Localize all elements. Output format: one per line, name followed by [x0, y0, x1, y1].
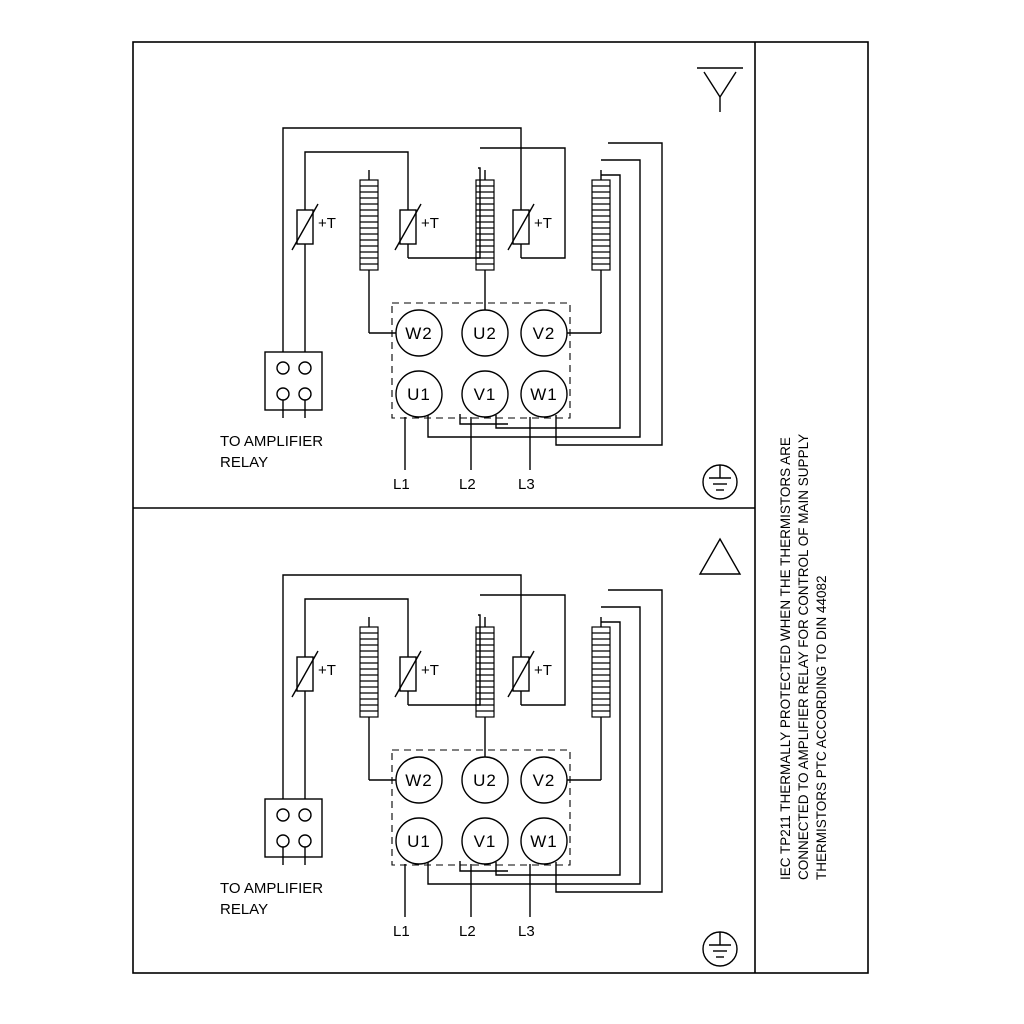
terminal-v1 — [462, 371, 508, 417]
terminal-label-u2-2: U2 — [473, 771, 497, 790]
amplifier-terminal-block-2 — [265, 799, 322, 865]
terminal-w2-2 — [396, 757, 442, 803]
thermistor-6 — [508, 643, 552, 705]
star-wye-icon — [697, 68, 743, 112]
thermistor-3 — [508, 196, 552, 258]
supply-label-l2: L2 — [459, 476, 476, 493]
delta-triangle-icon — [700, 539, 740, 574]
winding-coil-3 — [592, 170, 610, 300]
terminal-w1 — [521, 371, 567, 417]
terminal-u2-2 — [462, 757, 508, 803]
amplifier-label2-line2: RELAY — [220, 901, 269, 918]
terminal-label-w2: W2 — [405, 324, 433, 343]
terminal-w2 — [396, 310, 442, 356]
terminal-label-v1-2: V1 — [473, 832, 497, 851]
terminal-label-w1-2: W1 — [530, 832, 558, 851]
terminal-label-u1: U1 — [407, 385, 431, 404]
terminal-label-w2-2: W2 — [405, 771, 433, 790]
side-note-line3: THERMISTORS PTC ACCORDING TO DIN 44082 — [814, 575, 829, 880]
supply-label-l1: L1 — [393, 476, 410, 493]
terminal-v1-2 — [462, 818, 508, 864]
terminal-label-v2: V2 — [532, 324, 556, 343]
terminal-label-v2-2: V2 — [532, 771, 556, 790]
earth-ground-icon — [703, 465, 737, 499]
terminal-u2 — [462, 310, 508, 356]
side-note — [778, 434, 829, 880]
thermistor-label-4: +T — [318, 662, 336, 679]
terminal-u1 — [396, 371, 442, 417]
thermistor-link-c — [408, 168, 480, 258]
terminal-label-w1: W1 — [530, 385, 558, 404]
terminal-u1-2 — [396, 818, 442, 864]
winding-coil-5 — [476, 617, 494, 747]
amplifier-terminal-block — [265, 352, 322, 418]
winding-coil-2 — [476, 170, 494, 300]
panel-delta — [220, 539, 740, 966]
terminal-w1-2 — [521, 818, 567, 864]
thermistor-label-5: +T — [421, 662, 439, 679]
supply-label-l3-2: L3 — [518, 923, 535, 940]
thermistor-label-1: +T — [318, 215, 336, 232]
panel-star — [220, 68, 743, 499]
winding-coil-6 — [592, 617, 610, 747]
thermistor-label-6: +T — [534, 662, 552, 679]
amplifier-label-line1: TO AMPLIFIER — [220, 433, 324, 450]
thermistor-link-c2 — [408, 615, 480, 705]
supply-label-l3: L3 — [518, 476, 535, 493]
winding-coil-1 — [360, 170, 378, 300]
side-note-line1: IEC TP211 THERMALLY PROTECTED WHEN THE THERMISTORS ARE — [778, 437, 793, 880]
terminal-label-u2: U2 — [473, 324, 497, 343]
terminal-label-v1: V1 — [473, 385, 497, 404]
thermistor-2 — [395, 196, 439, 258]
winding-coil-4 — [360, 617, 378, 747]
side-note-line2: CONNECTED TO AMPLIFIER RELAY FOR CONTROL OF MAIN SUPPLY — [796, 433, 811, 880]
amplifier-label-line2: RELAY — [220, 454, 269, 471]
thermistor-label-3: +T — [534, 215, 552, 232]
earth-ground-icon-2 — [703, 932, 737, 966]
thermistor-5 — [395, 643, 439, 705]
terminal-label-u1-2: U1 — [407, 832, 431, 851]
supply-label-l1-2: L1 — [393, 923, 410, 940]
terminal-v2 — [521, 310, 567, 356]
terminal-v2-2 — [521, 757, 567, 803]
thermistor-label-2: +T — [421, 215, 439, 232]
amplifier-label2-line1: TO AMPLIFIER — [220, 880, 324, 897]
supply-label-l2-2: L2 — [459, 923, 476, 940]
